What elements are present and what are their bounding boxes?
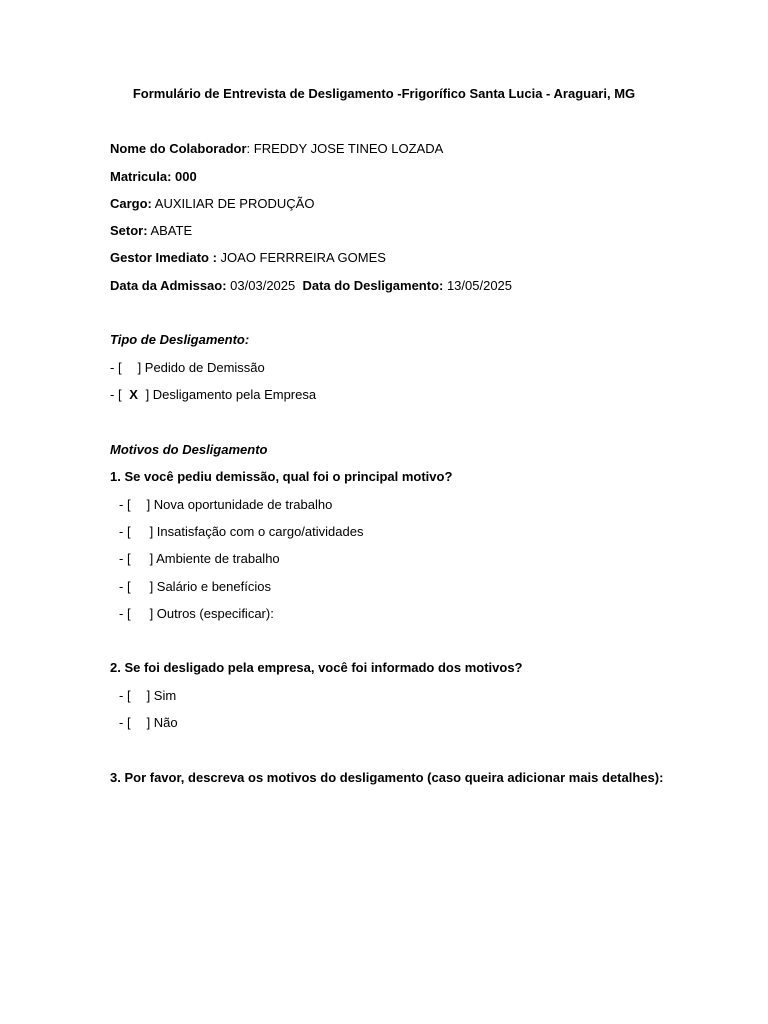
option-label: ] Outros (especificar): <box>149 606 274 621</box>
motivos-heading: Motivos do Desligamento <box>110 442 268 457</box>
tipo-option-empresa[interactable] <box>110 386 316 403</box>
q1-option-outros[interactable] <box>119 605 274 622</box>
question-3-text: 3. Por favor, descreva os motivos do desligamento (caso queira adicionar mais detalhes): <box>110 770 664 785</box>
q1-option-ambiente[interactable] <box>119 550 280 567</box>
checkbox-open: - [ <box>119 606 131 621</box>
colaborador-label: Nome do Colaborador <box>110 141 247 156</box>
gestor-value: JOAO FERRREIRA GOMES <box>216 250 386 265</box>
checkbox-open: - [ <box>119 715 131 730</box>
checkbox-open: - [ <box>119 688 131 703</box>
option-label: ] Insatisfação com o cargo/atividades <box>149 524 364 539</box>
gestor-label: Gestor Imediato : <box>110 250 217 265</box>
desligamento-value: 13/05/2025 <box>443 278 513 293</box>
q1-option-salario[interactable] <box>119 578 271 595</box>
question-1-text: 1. Se você pediu demissão, qual foi o principal motivo? <box>110 469 453 484</box>
option-label: ] Sim <box>146 688 177 703</box>
tipo-option-pedido[interactable] <box>110 359 265 376</box>
question-3 <box>110 769 663 786</box>
tipo-heading: Tipo de Desligamento: <box>110 332 250 347</box>
option-label: ] Pedido de Demissão <box>137 360 265 375</box>
question-1 <box>110 468 452 485</box>
setor-line <box>110 222 192 239</box>
checkbox-open: - [ <box>110 360 122 375</box>
checkbox-open: - [ <box>119 579 131 594</box>
option-label: ] Desligamento pela Empresa <box>145 387 317 402</box>
checkbox-open: - [ <box>119 524 131 539</box>
matricula-label: Matricula: 000 <box>110 169 197 184</box>
colaborador-colon: : <box>246 141 251 156</box>
q2-option-sim[interactable] <box>119 687 176 704</box>
cargo-label: Cargo: <box>110 196 152 211</box>
cargo-value: AUXILIAR DE PRODUÇÃO <box>151 196 315 211</box>
desligamento-label: Data do Desligamento: <box>302 278 444 293</box>
question-2-text: 2. Se foi desligado pela empresa, você foi informado dos motivos? <box>110 660 523 675</box>
option-label: ] Ambiente de trabalho <box>149 551 280 566</box>
admissao-value: 03/03/2025 <box>226 278 296 293</box>
setor-label: Setor: <box>110 223 148 238</box>
cargo-line <box>110 195 314 212</box>
option-label: ] Salário e benefícios <box>149 579 271 594</box>
motivos-heading-line <box>110 441 267 458</box>
q1-option-insatisfacao[interactable] <box>119 523 363 540</box>
question-2 <box>110 659 522 676</box>
setor-value: ABATE <box>147 223 193 238</box>
option-label: ] Não <box>146 715 178 730</box>
q1-option-nova-oportunidade[interactable] <box>119 496 332 513</box>
colaborador-value: FREDDY JOSE TINEO LOZADA <box>250 141 444 156</box>
checkbox-open: - [ <box>110 387 122 402</box>
option-label: ] Nova oportunidade de trabalho <box>146 497 333 512</box>
matricula-line <box>110 168 197 185</box>
admissao-label: Data da Admissao: <box>110 278 227 293</box>
gestor-line <box>110 249 386 266</box>
q2-option-nao[interactable] <box>119 714 178 731</box>
colaborador-line <box>110 140 443 157</box>
checkbox-open: - [ <box>119 551 131 566</box>
tipo-heading-line <box>110 331 249 348</box>
datas-line <box>110 277 512 294</box>
checkbox-mark: X <box>129 387 138 402</box>
document-title: Formulário de Entrevista de Desligamento -Frigorífico Santa Lucia - Araguari, MG <box>132 86 636 101</box>
checkbox-open: - [ <box>119 497 131 512</box>
